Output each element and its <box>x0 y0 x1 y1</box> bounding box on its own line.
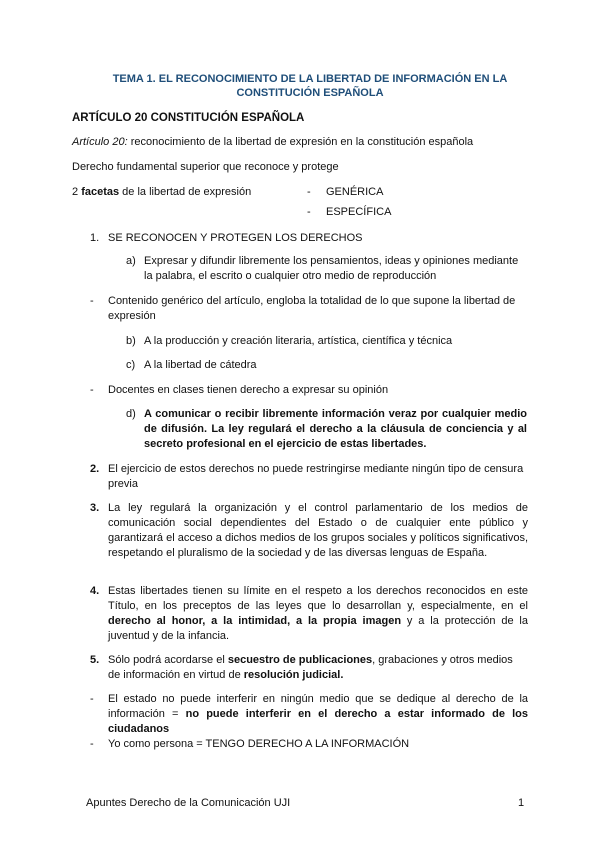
item-3-number: 3. <box>90 502 100 514</box>
bullet-4-dash: - <box>90 738 94 750</box>
facetas-dash-1: - <box>307 186 311 198</box>
article-text: reconocimiento de la libertad de expresión en la constitución española <box>127 136 474 148</box>
bullet-3-text-1: El estado no puede interferir en ningún medio que se dedique al derecho de la información = <box>108 693 528 720</box>
item-4-text-2: y a la protección de la juventud y de la infancia. <box>108 615 528 642</box>
subitem-a-letter: a) <box>126 255 136 267</box>
bullet-2-dash: - <box>90 384 94 396</box>
item-5-number: 5. <box>90 654 100 666</box>
item-4-text <box>108 584 528 644</box>
item-5-text <box>108 653 528 683</box>
facetas-bold: facetas <box>81 186 120 198</box>
subitem-c-letter: c) <box>126 359 136 371</box>
article-line <box>72 135 473 150</box>
document-title: TEMA 1. EL RECONOCIMIENTO DE LA LIBERTAD DE INFORMACIÓN EN LA CONSTITUCIÓN ESPAÑOLA <box>112 73 508 99</box>
item-4-text-1: Estas libertades tienen su límite en el respeto a los derechos reconocidos en este Título, en los preceptos de las leyes que lo desarrollan y, especialmente, en el <box>108 585 528 612</box>
facetas-option-especifica: ESPECÍFICA <box>326 206 392 218</box>
subitem-d-letter: d) <box>126 408 136 420</box>
page-number: 1 <box>518 797 525 809</box>
bullet-3-dash: - <box>90 693 94 705</box>
footer-text: Apuntes Derecho de la Comunicación UJI <box>86 797 291 809</box>
item-1-text: SE RECONOCEN Y PROTEGEN LOS DERECHOS <box>108 232 363 244</box>
item-2-number: 2. <box>90 463 100 475</box>
section-heading: ARTÍCULO 20 CONSTITUCIÓN ESPAÑOLA <box>72 112 305 124</box>
item-4-number: 4. <box>90 585 100 597</box>
article-label: Artículo 20: <box>72 136 128 148</box>
bullet-2-text: Docentes en clases tienen derecho a expresar su opinión <box>108 384 389 396</box>
facetas-line <box>72 185 251 200</box>
subitem-b-text: A la producción y creación literaria, artística, científica y técnica <box>144 335 453 347</box>
item-2-text: El ejercicio de estos derechos no puede restringirse mediante ningún tipo de censura previa <box>108 463 524 490</box>
bullet-1-text: Contenido genérico del artículo, engloba la totalidad de lo que supone la libertad de expresión <box>108 295 516 322</box>
subitem-c-text: A la libertad de cátedra <box>144 359 257 371</box>
facetas-post: de la libertad de expresión <box>119 186 252 198</box>
facetas-dash-2: - <box>307 206 311 218</box>
bullet-1-dash: - <box>90 295 94 307</box>
item-1-number: 1. <box>90 232 100 244</box>
derecho-line: Derecho fundamental superior que reconoce y protege <box>72 161 339 173</box>
subitem-a-text: Expresar y difundir libremente los pensamientos, ideas y opiniones mediante la palabra, el escrito o cualquier otro medio de reproducción <box>144 255 519 282</box>
item-5-bold-2: resolución judicial. <box>243 669 344 681</box>
item-4-bold: derecho al honor, a la intimidad, a la propia imagen <box>108 615 402 627</box>
bullet-3-text <box>108 692 528 737</box>
subitem-d-text: A comunicar o recibir libremente información veraz por cualquier medio de difusión. La ley regulará el derecho a la cláusula de conciencia y al secreto profesional en el ejercicio de estas libertades. <box>144 408 527 450</box>
item-5-bold-1: secuestro de publicaciones <box>227 654 373 666</box>
item-5-text-2: , grabaciones y otros medios de información en virtud de <box>108 654 513 681</box>
facetas-option-generica: GENÉRICA <box>326 186 384 198</box>
bullet-4-text: Yo como persona = TENGO DERECHO A LA INFORMACIÓN <box>108 738 410 750</box>
subitem-b-letter: b) <box>126 335 136 347</box>
item-3-text: La ley regulará la organización y el control parlamentario de los medios de comunicación social dependientes del Estado o de cualquier ente público y garantizará el acceso a dichos medios de los grupos sociales y políticos significativos, respetando el pluralismo de la sociedad y de las diversas lenguas de España. <box>108 502 528 559</box>
item-5-text-1: Sólo podrá acordarse el <box>108 654 228 666</box>
bullet-3-bold: no puede interferir en el derecho a estar informado de los ciudadanos <box>108 708 528 735</box>
facetas-pre: 2 <box>72 186 82 198</box>
